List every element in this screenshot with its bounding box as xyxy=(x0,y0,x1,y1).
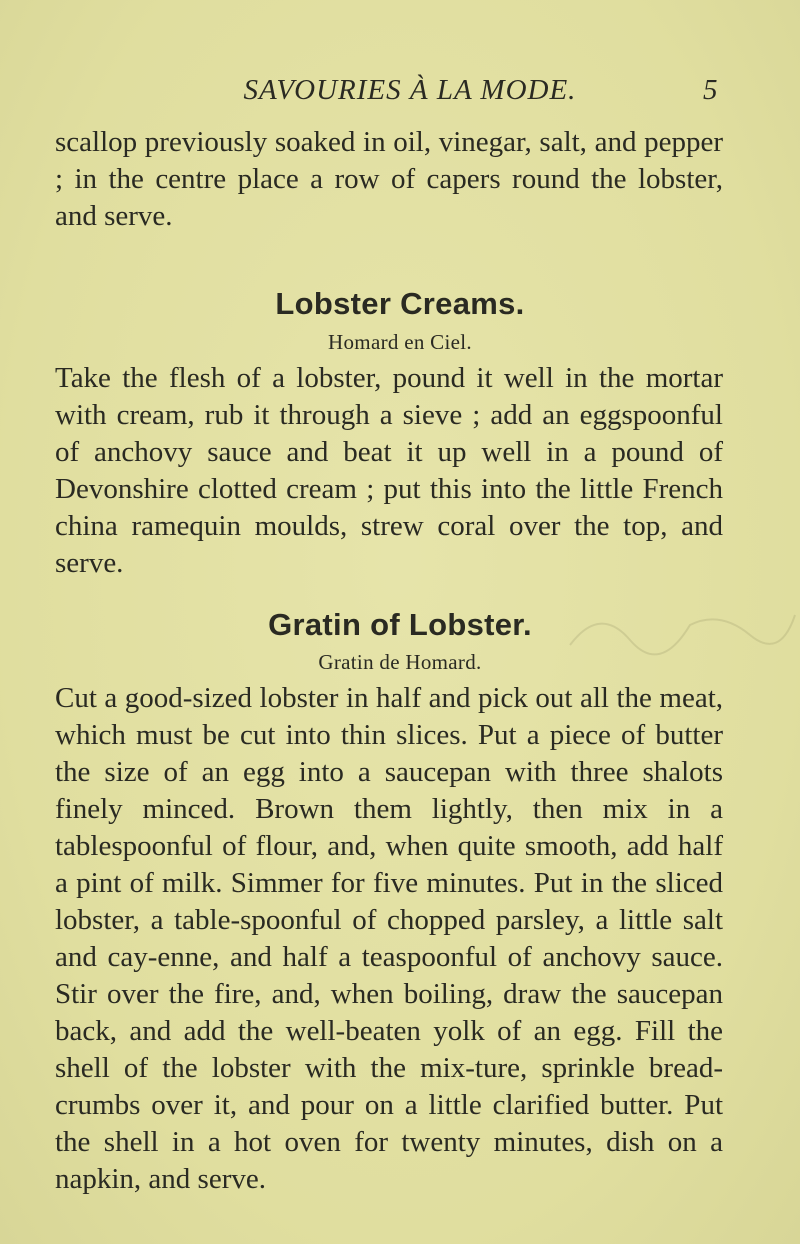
paragraph-continued: scallop previously soaked in oil, vinegar, salt, and pepper ; in the centre place a row of capers round the lobster, and serve. xyxy=(55,126,723,232)
recipe-subtitle-lobster-creams: Homard en Ciel. xyxy=(328,330,472,354)
recipe-title-lobster-creams: Lobster Creams. xyxy=(275,286,525,321)
page-number: 5 xyxy=(703,74,718,106)
recipe-subtitle-gratin-of-lobster: Gratin de Homard. xyxy=(318,650,482,674)
recipe-body-gratin-of-lobster: Cut a good-sized lobster in half and pick out all the meat, which must be cut into thin slices. Put a piece of butter the size of an egg into a saucepan with three shalots finely minced. Brown them lightly, then mix in a tablespoonful of flour, and, when quite smooth, add half a pint of milk. Simmer for five minutes. Put in the sliced lobster, a table-spoonful of chopped parsley, a little salt and cay-enne, and half a teaspoonful of anchovy sauce. Stir over the fire, and, when boiling, draw the saucepan back, and add the well-beaten yolk of an egg. Fill the shell of the lobster with the mix-ture, sprinkle bread-crumbs over it, and pour on a little clarified butter. Put the shell in a hot oven for twenty minutes, dish on a napkin, and serve. xyxy=(55,682,723,1195)
recipe-body-lobster-creams: Take the flesh of a lobster, pound it well in the mortar with cream, rub it through a sieve ; add an eggspoonful of anchovy sauce and beat it up well in a pound of Devonshire clotted cream ; put this into the little French china ramequin moulds, strew coral over the top, and serve. xyxy=(55,362,723,579)
page-header xyxy=(0,68,800,108)
running-head: SAVOURIES À LA MODE. xyxy=(243,74,577,106)
recipe-title-gratin-of-lobster: Gratin of Lobster. xyxy=(268,607,532,642)
